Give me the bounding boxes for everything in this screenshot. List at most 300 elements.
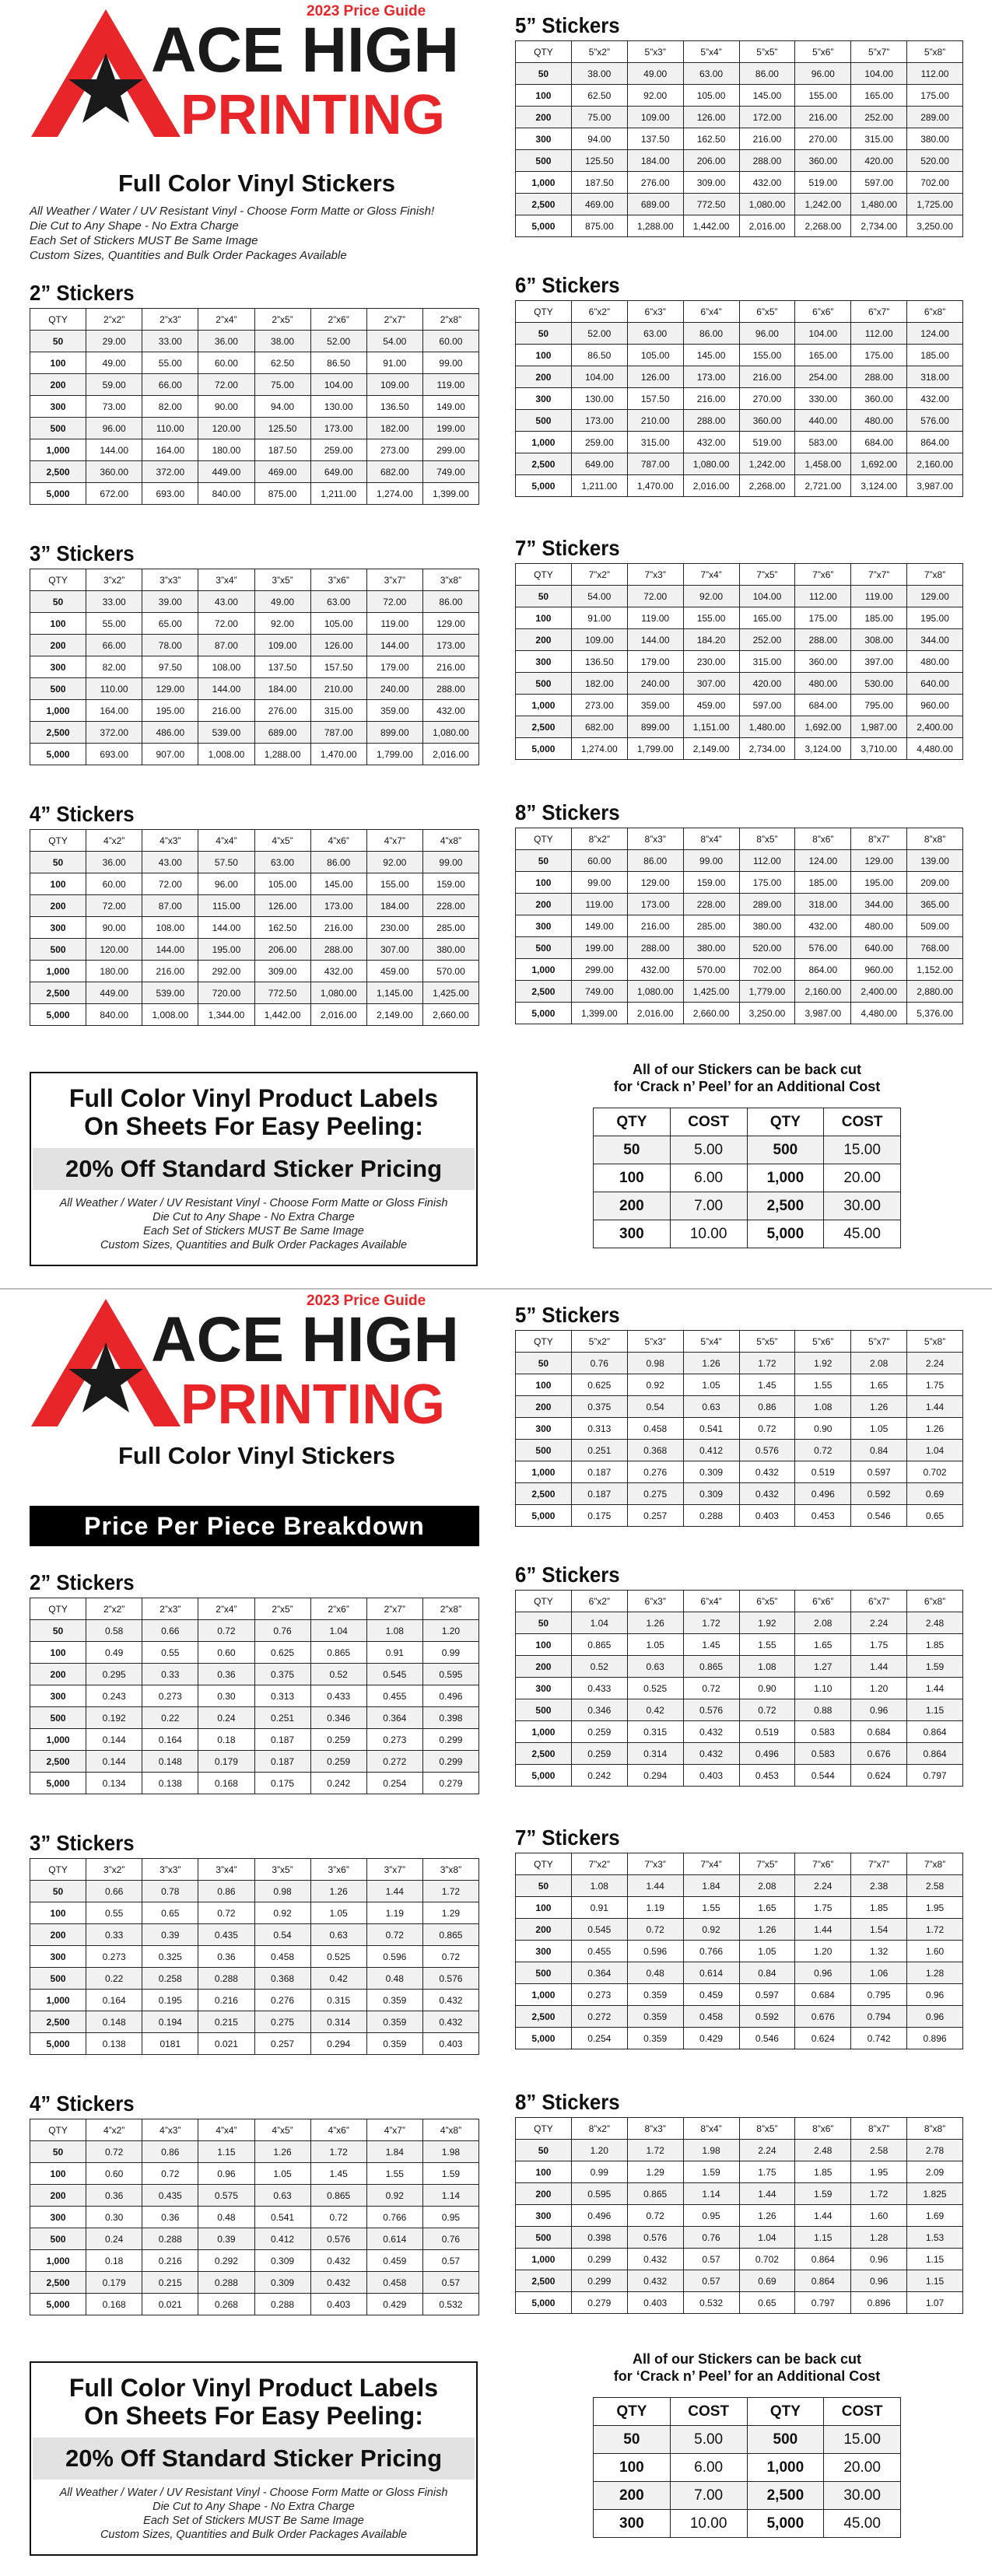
price-cell: 875.00 bbox=[254, 483, 310, 505]
table-row bbox=[516, 1919, 963, 1941]
price-cell: 119.00 bbox=[571, 894, 627, 915]
column-header: 4”x4” bbox=[198, 830, 254, 852]
price-cell: 0.275 bbox=[254, 2011, 310, 2033]
column-header: 6”x6” bbox=[795, 1591, 851, 1612]
cost-cell: 5.00 bbox=[670, 1136, 747, 1164]
price-cell: 112.00 bbox=[851, 323, 907, 345]
price-cell: 0.216 bbox=[198, 1990, 254, 2011]
price-cell: 0.766 bbox=[683, 1941, 739, 1962]
price-cell: 63.00 bbox=[254, 852, 310, 873]
price-cell: 3,250.00 bbox=[907, 215, 963, 237]
price-cell: 907.00 bbox=[142, 744, 198, 765]
table-row bbox=[516, 894, 963, 915]
price-cell: 0.18 bbox=[86, 2250, 142, 2272]
price-cell: 0.72 bbox=[86, 2141, 142, 2163]
column-header: QTY bbox=[30, 569, 86, 591]
table-row bbox=[30, 374, 479, 396]
qty-cell: 5,000 bbox=[747, 2510, 824, 2538]
section-heading: 4” Stickers bbox=[30, 2091, 135, 2116]
sticker-size-section bbox=[515, 801, 963, 1024]
column-header: 7”x7” bbox=[851, 564, 907, 586]
price-cell: 720.00 bbox=[198, 982, 254, 1004]
price-cell: 0.96 bbox=[851, 1699, 907, 1721]
text-line: Die Cut to Any Shape - No Extra Charge bbox=[30, 219, 239, 233]
price-cell: 0.702 bbox=[739, 2249, 795, 2270]
qty-cell: 2,500 bbox=[747, 1192, 824, 1220]
price-cell: 136.50 bbox=[366, 396, 422, 418]
price-cell: 0.66 bbox=[142, 1620, 198, 1642]
price-cell: 96.00 bbox=[795, 63, 851, 85]
price-cell: 380.00 bbox=[422, 939, 478, 961]
price-cell: 1.59 bbox=[907, 1656, 963, 1678]
price-cell: 693.00 bbox=[86, 744, 142, 765]
price-cell: 180.00 bbox=[86, 961, 142, 982]
table-row bbox=[516, 345, 963, 366]
table-row bbox=[516, 2183, 963, 2205]
column-header: 2”x2” bbox=[86, 1598, 142, 1620]
price-cell: 0.54 bbox=[254, 1924, 310, 1946]
price-cell: 315.00 bbox=[739, 651, 795, 673]
price-cell: 144.00 bbox=[198, 678, 254, 700]
price-cell: 0.592 bbox=[851, 1483, 907, 1505]
qty-cell: 500 bbox=[747, 1136, 824, 1164]
table-row bbox=[516, 475, 963, 497]
price-cell: 432.00 bbox=[907, 388, 963, 410]
price-cell: 129.00 bbox=[422, 613, 478, 635]
price-cell: 0.314 bbox=[627, 1743, 683, 1765]
price-guide-page bbox=[0, 1288, 992, 2576]
table-row bbox=[30, 2033, 479, 2055]
price-cell: 1,470.00 bbox=[627, 475, 683, 497]
price-cell: 1,399.00 bbox=[422, 483, 478, 505]
column-header: 3”x8” bbox=[422, 1859, 478, 1881]
price-cell: 1.04 bbox=[907, 1440, 963, 1461]
table-row bbox=[30, 1968, 479, 1990]
price-cell: 702.00 bbox=[907, 172, 963, 194]
price-cell: 432.00 bbox=[627, 959, 683, 981]
qty-cell: 100 bbox=[516, 607, 572, 629]
text-line: Die Cut to Any Shape - No Extra Charge bbox=[152, 1211, 355, 1223]
price-cell: 82.00 bbox=[142, 396, 198, 418]
qty-cell: 5,000 bbox=[516, 475, 572, 497]
price-cell: 539.00 bbox=[198, 722, 254, 744]
qty-cell: 500 bbox=[30, 939, 86, 961]
price-cell: 0.275 bbox=[627, 1483, 683, 1505]
price-cell: 0.195 bbox=[142, 1990, 198, 2011]
price-cell: 795.00 bbox=[851, 695, 907, 716]
qty-cell: 500 bbox=[516, 2227, 572, 2249]
qty-cell: 300 bbox=[516, 651, 572, 673]
column-header: 7”x6” bbox=[795, 564, 851, 586]
text-line: Custom Sizes, Quantities and Bulk Order Packages Available bbox=[100, 1239, 408, 1251]
price-cell: 2.24 bbox=[739, 2140, 795, 2161]
price-cell: 1.26 bbox=[254, 2141, 310, 2163]
price-cell: 1.75 bbox=[795, 1897, 851, 1919]
column-header: QTY bbox=[516, 1853, 572, 1875]
price-cell: 162.50 bbox=[683, 128, 739, 150]
price-cell: 0.432 bbox=[310, 2272, 366, 2294]
price-cell: 0.288 bbox=[254, 2294, 310, 2315]
price-cell: 149.00 bbox=[571, 915, 627, 937]
price-cell: 210.00 bbox=[627, 410, 683, 432]
price-cell: 0.273 bbox=[366, 1729, 422, 1751]
column-header: 8”x6” bbox=[795, 2118, 851, 2140]
price-cell: 110.00 bbox=[86, 678, 142, 700]
price-cell: 0.179 bbox=[86, 2272, 142, 2294]
price-cell: 1.28 bbox=[851, 2227, 907, 2249]
price-cell: 175.00 bbox=[739, 872, 795, 894]
table-row bbox=[516, 1353, 963, 1374]
price-cell: 344.00 bbox=[851, 894, 907, 915]
column-header: 2”x7” bbox=[366, 309, 422, 331]
price-cell: 0.864 bbox=[907, 1721, 963, 1743]
qty-cell: 1,000 bbox=[516, 959, 572, 981]
table-row bbox=[516, 63, 963, 85]
table-header-row bbox=[516, 1331, 963, 1353]
column-header: 4”x3” bbox=[142, 2119, 198, 2141]
price-cell: 124.00 bbox=[907, 323, 963, 345]
qty-cell: 500 bbox=[30, 678, 86, 700]
price-cell: 640.00 bbox=[907, 673, 963, 695]
price-cell: 0.52 bbox=[310, 1664, 366, 1685]
price-cell: 0.532 bbox=[422, 2294, 478, 2315]
price-cell: 1.26 bbox=[627, 1612, 683, 1634]
price-cell: 0.216 bbox=[142, 2250, 198, 2272]
sticker-size-section bbox=[515, 14, 963, 237]
price-cell: 112.00 bbox=[795, 586, 851, 607]
price-cell: 124.00 bbox=[795, 850, 851, 872]
price-cell: 1.26 bbox=[907, 1418, 963, 1440]
table-row bbox=[30, 961, 479, 982]
price-cell: 289.00 bbox=[739, 894, 795, 915]
column-header: 6”x5” bbox=[739, 301, 795, 323]
price-cell: 254.00 bbox=[795, 366, 851, 388]
price-cell: 0.69 bbox=[907, 1483, 963, 1505]
price-cell: 0.92 bbox=[627, 1374, 683, 1396]
price-table bbox=[515, 2117, 963, 2314]
price-cell: 0.684 bbox=[851, 1721, 907, 1743]
price-cell: 459.00 bbox=[683, 695, 739, 716]
price-cell: 1.84 bbox=[683, 1875, 739, 1897]
price-cell: 0.592 bbox=[739, 2006, 795, 2028]
price-cell: 0.88 bbox=[795, 1699, 851, 1721]
qty-cell: 100 bbox=[516, 1897, 572, 1919]
price-cell: 2.24 bbox=[851, 1612, 907, 1634]
qty-cell: 100 bbox=[516, 2161, 572, 2183]
price-cell: 175.00 bbox=[851, 345, 907, 366]
price-cell: 72.00 bbox=[366, 591, 422, 613]
price-cell: 75.00 bbox=[254, 374, 310, 396]
table-row bbox=[594, 1136, 901, 1164]
price-cell: 0.541 bbox=[254, 2207, 310, 2228]
price-cell: 0181 bbox=[142, 2033, 198, 2055]
price-cell: 0.36 bbox=[198, 1664, 254, 1685]
price-table bbox=[515, 1330, 963, 1527]
price-cell: 0.795 bbox=[851, 1984, 907, 2006]
qty-cell: 100 bbox=[30, 873, 86, 895]
price-cell: 173.00 bbox=[310, 418, 366, 439]
price-cell: 0.60 bbox=[86, 2163, 142, 2185]
sticker-size-section bbox=[515, 1563, 963, 1787]
price-cell: 1,008.00 bbox=[142, 1004, 198, 1026]
price-cell: 0.309 bbox=[683, 1461, 739, 1483]
qty-cell: 50 bbox=[30, 2141, 86, 2163]
column-header: 5”x8” bbox=[907, 41, 963, 63]
price-cell: 130.00 bbox=[310, 396, 366, 418]
price-cell: 689.00 bbox=[254, 722, 310, 744]
price-cell: 0.84 bbox=[851, 1440, 907, 1461]
price-cell: 1.59 bbox=[683, 2161, 739, 2183]
price-cell: 1,288.00 bbox=[627, 215, 683, 237]
qty-cell: 300 bbox=[516, 1941, 572, 1962]
column-header: 6”x3” bbox=[627, 301, 683, 323]
price-cell: 86.00 bbox=[683, 323, 739, 345]
qty-cell: 500 bbox=[516, 1962, 572, 1984]
table-row bbox=[516, 716, 963, 738]
price-cell: 0.84 bbox=[739, 1962, 795, 1984]
price-cell: 2,160.00 bbox=[795, 981, 851, 1003]
price-cell: 155.00 bbox=[795, 85, 851, 107]
price-cell: 1.05 bbox=[683, 1374, 739, 1396]
price-cell: 49.00 bbox=[254, 591, 310, 613]
table-row bbox=[516, 172, 963, 194]
price-cell: 0.432 bbox=[683, 1743, 739, 1765]
price-cell: 0.375 bbox=[571, 1396, 627, 1418]
qty-cell: 200 bbox=[594, 1192, 671, 1220]
price-cell: 0.72 bbox=[198, 1620, 254, 1642]
price-cell: 180.00 bbox=[198, 439, 254, 461]
price-cell: 3,710.00 bbox=[851, 738, 907, 760]
price-cell: 99.00 bbox=[422, 352, 478, 374]
price-cell: 62.50 bbox=[254, 352, 310, 374]
price-cell: 2.58 bbox=[907, 1875, 963, 1897]
price-cell: 0.98 bbox=[627, 1353, 683, 1374]
price-cell: 0.797 bbox=[795, 2292, 851, 2314]
price-cell: 144.00 bbox=[366, 635, 422, 656]
price-cell: 0.192 bbox=[86, 1707, 142, 1729]
price-cell: 682.00 bbox=[366, 461, 422, 483]
price-cell: 144.00 bbox=[627, 629, 683, 651]
column-header: QTY bbox=[516, 1331, 572, 1353]
column-header: QTY bbox=[30, 1598, 86, 1620]
price-cell: 179.00 bbox=[366, 656, 422, 678]
price-cell: 125.50 bbox=[571, 150, 627, 172]
price-cell: 0.86 bbox=[198, 1881, 254, 1902]
qty-cell: 300 bbox=[516, 388, 572, 410]
qty-cell: 100 bbox=[516, 1374, 572, 1396]
cost-cell: 15.00 bbox=[824, 2426, 901, 2454]
price-cell: 0.288 bbox=[198, 1968, 254, 1990]
price-cell: 2.78 bbox=[907, 2140, 963, 2161]
price-cell: 199.00 bbox=[422, 418, 478, 439]
price-cell: 73.00 bbox=[86, 396, 142, 418]
back-cut-cost-table bbox=[593, 2397, 901, 2538]
table-row bbox=[30, 1924, 479, 1946]
table-row bbox=[516, 323, 963, 345]
table-header-row bbox=[516, 2118, 963, 2140]
table-row bbox=[516, 2161, 963, 2183]
table-row bbox=[516, 981, 963, 1003]
price-cell: 184.00 bbox=[366, 895, 422, 917]
table-row bbox=[516, 2292, 963, 2314]
price-cell: 0.72 bbox=[627, 1919, 683, 1941]
price-cell: 185.00 bbox=[851, 607, 907, 629]
price-cell: 1.29 bbox=[627, 2161, 683, 2183]
price-cell: 1.44 bbox=[366, 1881, 422, 1902]
qty-cell: 200 bbox=[30, 2185, 86, 2207]
price-table bbox=[30, 308, 479, 505]
price-cell: 39.00 bbox=[142, 591, 198, 613]
qty-cell: 1,000 bbox=[516, 1721, 572, 1743]
feature-list bbox=[30, 204, 434, 263]
price-cell: 0.458 bbox=[627, 1418, 683, 1440]
qty-cell: 500 bbox=[30, 1707, 86, 1729]
price-cell: 60.00 bbox=[86, 873, 142, 895]
price-cell: 0.72 bbox=[627, 2205, 683, 2227]
price-cell: 486.00 bbox=[142, 722, 198, 744]
price-cell: 0.797 bbox=[907, 1765, 963, 1787]
price-cell: 1.72 bbox=[739, 1353, 795, 1374]
table-row bbox=[30, 461, 479, 483]
column-header: COST bbox=[670, 2398, 747, 2426]
column-header: QTY bbox=[30, 2119, 86, 2141]
price-cell: 899.00 bbox=[366, 722, 422, 744]
price-cell: 0.021 bbox=[142, 2294, 198, 2315]
price-cell: 1.20 bbox=[795, 1941, 851, 1962]
price-cell: 0.164 bbox=[142, 1729, 198, 1751]
price-cell: 3,987.00 bbox=[907, 475, 963, 497]
price-cell: 0.576 bbox=[310, 2228, 366, 2250]
price-cell: 1,692.00 bbox=[851, 453, 907, 475]
table-row bbox=[516, 1505, 963, 1527]
price-cell: 1.05 bbox=[254, 2163, 310, 2185]
column-header: 7”x2” bbox=[571, 1853, 627, 1875]
price-cell: 1.72 bbox=[422, 1881, 478, 1902]
price-cell: 1.69 bbox=[907, 2205, 963, 2227]
price-cell: 0.403 bbox=[422, 2033, 478, 2055]
price-cell: 0.279 bbox=[571, 2292, 627, 2314]
qty-cell: 100 bbox=[30, 1642, 86, 1664]
price-cell: 0.48 bbox=[366, 1968, 422, 1990]
price-cell: 0.259 bbox=[571, 1721, 627, 1743]
price-cell: 2,734.00 bbox=[739, 738, 795, 760]
price-cell: 0.57 bbox=[683, 2270, 739, 2292]
price-cell: 164.00 bbox=[86, 700, 142, 722]
price-cell: 0.432 bbox=[739, 1483, 795, 1505]
price-cell: 0.72 bbox=[422, 1946, 478, 1968]
price-cell: 105.00 bbox=[627, 345, 683, 366]
price-cell: 119.00 bbox=[627, 607, 683, 629]
price-cell: 520.00 bbox=[907, 150, 963, 172]
price-cell: 0.268 bbox=[198, 2294, 254, 2315]
table-row bbox=[516, 2028, 963, 2049]
price-cell: 129.00 bbox=[851, 850, 907, 872]
table-row bbox=[594, 2510, 901, 2538]
column-header: 8”x8” bbox=[907, 2118, 963, 2140]
qty-cell: 50 bbox=[30, 331, 86, 352]
qty-cell: 100 bbox=[30, 1902, 86, 1924]
table-row bbox=[30, 1707, 479, 1729]
price-cell: 1,442.00 bbox=[254, 1004, 310, 1026]
price-cell: 1,425.00 bbox=[683, 981, 739, 1003]
price-cell: 2,149.00 bbox=[366, 1004, 422, 1026]
text-line: All Weather / Water / UV Resistant Vinyl - Choose Form Matte or Gloss Finish! bbox=[30, 205, 435, 218]
price-cell: 0.242 bbox=[571, 1765, 627, 1787]
qty-cell: 2,500 bbox=[30, 722, 86, 744]
logo-text-ace-high: ACE HIGH bbox=[151, 1304, 459, 1375]
qty-cell: 2,500 bbox=[516, 453, 572, 475]
price-cell: 91.00 bbox=[366, 352, 422, 374]
price-cell: 2.24 bbox=[795, 1875, 851, 1897]
price-cell: 0.455 bbox=[366, 1685, 422, 1707]
price-cell: 173.00 bbox=[627, 894, 683, 915]
price-cell: 570.00 bbox=[683, 959, 739, 981]
price-cell: 0.403 bbox=[627, 2292, 683, 2314]
column-header: 3”x4” bbox=[198, 569, 254, 591]
section-heading: 3” Stickers bbox=[30, 541, 135, 565]
table-header-row bbox=[30, 2119, 479, 2141]
sticker-size-section bbox=[515, 1826, 963, 2049]
price-cell: 315.00 bbox=[627, 432, 683, 453]
price-cell: 230.00 bbox=[366, 917, 422, 939]
price-cell: 1.05 bbox=[739, 1941, 795, 1962]
price-cell: 0.49 bbox=[86, 1642, 142, 1664]
price-cell: 195.00 bbox=[851, 872, 907, 894]
price-table bbox=[30, 1598, 479, 1794]
column-header: 3”x4” bbox=[198, 1859, 254, 1881]
price-cell: 0.63 bbox=[627, 1656, 683, 1678]
price-cell: 72.00 bbox=[198, 374, 254, 396]
price-cell: 0.33 bbox=[86, 1924, 142, 1946]
price-cell: 307.00 bbox=[366, 939, 422, 961]
price-cell: 105.00 bbox=[254, 873, 310, 895]
price-cell: 0.48 bbox=[627, 1962, 683, 1984]
column-header: 2”x3” bbox=[142, 309, 198, 331]
qty-cell: 100 bbox=[594, 1164, 671, 1192]
table-header-row bbox=[30, 309, 479, 331]
ace-high-printing-logo bbox=[28, 6, 461, 142]
column-header: 4”x8” bbox=[422, 830, 478, 852]
qty-cell: 2,500 bbox=[516, 981, 572, 1003]
price-cell: 115.00 bbox=[198, 895, 254, 917]
text-line: Each Set of Stickers MUST Be Same Image bbox=[143, 2515, 364, 2527]
qty-cell: 50 bbox=[30, 1881, 86, 1902]
price-cell: 1,274.00 bbox=[366, 483, 422, 505]
price-cell: 0.313 bbox=[254, 1685, 310, 1707]
price-cell: 360.00 bbox=[851, 388, 907, 410]
price-cell: 0.254 bbox=[571, 2028, 627, 2049]
price-cell: 0.368 bbox=[627, 1440, 683, 1461]
price-cell: 0.546 bbox=[851, 1505, 907, 1527]
price-cell: 1.08 bbox=[366, 1620, 422, 1642]
price-cell: 0.596 bbox=[627, 1941, 683, 1962]
column-header: 5”x7” bbox=[851, 1331, 907, 1353]
table-header-row bbox=[516, 1591, 963, 1612]
price-cell: 63.00 bbox=[310, 591, 366, 613]
price-cell: 0.30 bbox=[86, 2207, 142, 2228]
price-cell: 2.08 bbox=[851, 1353, 907, 1374]
price-cell: 1.85 bbox=[795, 2161, 851, 2183]
qty-cell: 200 bbox=[516, 2183, 572, 2205]
price-cell: 372.00 bbox=[142, 461, 198, 483]
price-cell: 1.60 bbox=[851, 2205, 907, 2227]
price-cell: 1.85 bbox=[851, 1897, 907, 1919]
price-cell: 149.00 bbox=[422, 396, 478, 418]
price-cell: 0.864 bbox=[795, 2249, 851, 2270]
column-header: 2”x6” bbox=[310, 1598, 366, 1620]
qty-cell: 200 bbox=[516, 107, 572, 128]
price-cell: 684.00 bbox=[795, 695, 851, 716]
